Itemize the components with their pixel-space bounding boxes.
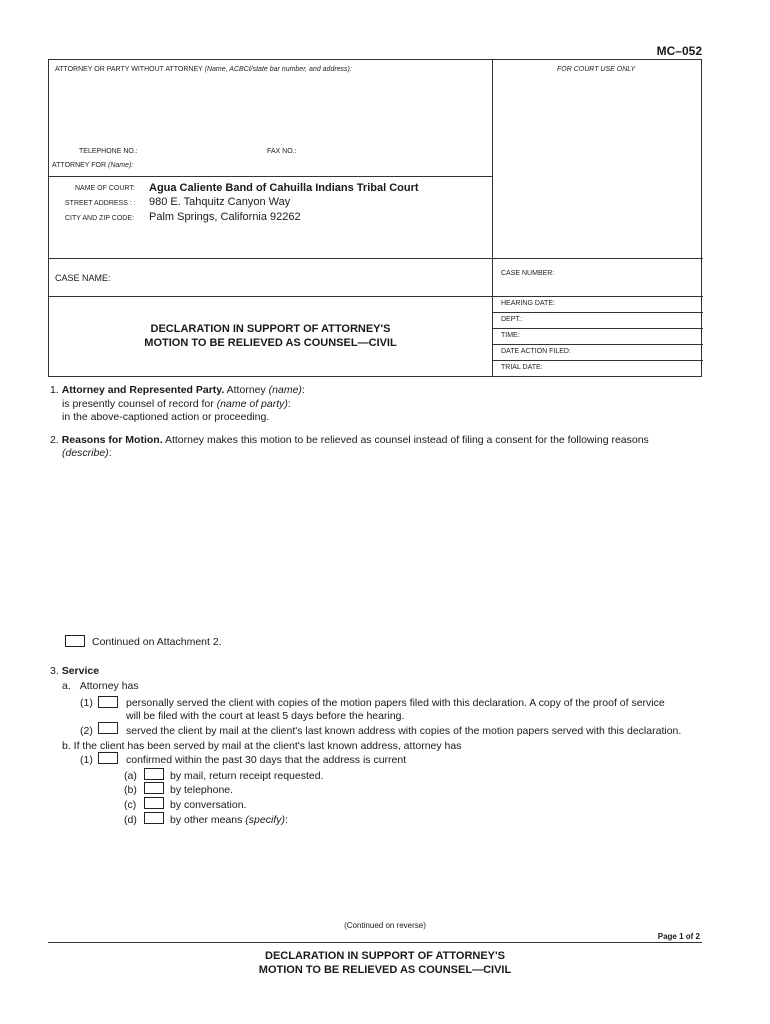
section-3b1-text: confirmed within the past 30 days that the address is current (126, 754, 407, 766)
trial-date-label: TRIAL DATE: (501, 364, 543, 371)
divider-dept (492, 328, 703, 329)
section-3b1-label: (1) (80, 754, 93, 766)
divider-case-name (49, 258, 703, 259)
telephone-checkbox[interactable] (144, 782, 164, 794)
attorney-for-label: ATTORNEY FOR (Name): (52, 162, 134, 169)
divider-time (492, 344, 703, 345)
section-3ba-label: (a) (124, 770, 137, 782)
continued-attachment-label: Continued on Attachment 2. (92, 636, 222, 648)
section-3bd-text: by other means (specify): (170, 814, 288, 826)
divider-hearing (492, 312, 703, 313)
section-1-party-line: is presently counsel of record for (name of party): (62, 398, 291, 410)
hearing-date-label: HEARING DATE: (501, 300, 555, 307)
section-2-describe: (describe): (62, 447, 112, 459)
return-receipt-checkbox[interactable] (144, 768, 164, 780)
footer-title-line1: DECLARATION IN SUPPORT OF ATTORNEY'S (265, 950, 505, 962)
form-title-line1: DECLARATION IN SUPPORT OF ATTORNEY'S (150, 323, 391, 335)
section-3bc-text: by conversation. (170, 799, 247, 811)
case-name-label: CASE NAME: (55, 273, 111, 283)
other-means-field[interactable] (300, 812, 700, 902)
time-label: TIME: (501, 332, 520, 339)
section-3b-line: b. If the client has been served by mail at the client's last known address, attorney has (62, 740, 462, 752)
section-2-heading-line: 2. Reasons for Motion. Attorney makes this motion to be relieved as counsel instead of filing a consent for the following reasons (50, 434, 649, 446)
section-3bb-label: (b) (124, 784, 137, 796)
conversation-checkbox[interactable] (144, 797, 164, 809)
section-1-proceeding-line: in the above-captioned action or proceeding. (62, 411, 270, 423)
date-action-filed-label: DATE ACTION FILED: (501, 348, 571, 355)
attorney-for-field[interactable] (145, 160, 485, 172)
page-number: Page 1 of 2 (657, 932, 700, 941)
reasons-text-area[interactable] (62, 462, 702, 622)
section-3a-line: a. Attorney has (62, 680, 139, 692)
section-3bc-label: (c) (124, 799, 137, 811)
section-3ba-text: by mail, return receipt requested. (170, 770, 324, 782)
section-1-heading-line: 1. Attorney and Represented Party. Attorney (name): (50, 384, 305, 396)
footer-title-line2: MOTION TO BE RELIEVED AS COUNSEL—CIVIL (258, 964, 512, 976)
court-use-label: FOR COURT USE ONLY (557, 66, 636, 73)
name-of-court-label: NAME OF COURT: (75, 185, 135, 192)
street-address-label: STREET ADDRESS : : (65, 200, 136, 207)
city-zip-label: CITY AND ZIP CODE: (65, 215, 134, 222)
address-confirmed-checkbox[interactable] (98, 752, 118, 764)
case-name-field[interactable] (115, 266, 485, 290)
continued-on-reverse: (Continued on reverse) (344, 921, 426, 930)
footer-title (0, 949, 770, 977)
divider-case-number (49, 296, 703, 297)
continued-attachment-checkbox[interactable] (65, 635, 85, 647)
dept-label: DEPT.: (501, 316, 523, 323)
telephone-field[interactable] (145, 144, 255, 156)
attorney-address-field[interactable] (55, 78, 485, 142)
fax-field[interactable] (303, 144, 483, 156)
footer-rule (48, 942, 702, 943)
city-zip-value: Palm Springs, California 92262 (149, 211, 301, 223)
section-3a2-text: served the client by mail at the client's last known address with copies of the motion papers served with this declaration. (126, 725, 682, 737)
divider-court (49, 176, 492, 177)
form-title-line2: MOTION TO BE RELIEVED AS COUNSEL—CIVIL (144, 337, 397, 349)
section-3-heading: 3. Service (50, 665, 100, 677)
section-3a1-label: (1) (80, 697, 93, 709)
section-3a1-line1: personally served the client with copies of the motion papers filed with this declaration. A copy of the proof of service (126, 697, 665, 709)
mail-service-checkbox[interactable] (98, 722, 118, 734)
fax-label: FAX NO.: (267, 148, 297, 155)
form-number: MC–052 (656, 44, 702, 58)
section-3a1-line2: will be filed with the court at least 5 days before the hearing. (126, 710, 405, 722)
name-of-court-value: Agua Caliente Band of Cahuilla Indians Tribal Court (149, 182, 419, 194)
other-means-checkbox[interactable] (144, 812, 164, 824)
section-3a2-label: (2) (80, 725, 93, 737)
section-3bd-label: (d) (124, 814, 137, 826)
form-title (49, 322, 492, 350)
attorney-label: ATTORNEY OR PARTY WITHOUT ATTORNEY (Name, ACBCI/state bar number, and address): (55, 66, 352, 73)
column-divider (492, 60, 493, 377)
case-number-field[interactable] (501, 278, 697, 292)
telephone-label: TELEPHONE NO.: (79, 148, 138, 155)
street-address-value: 980 E. Tahquitz Canyon Way (149, 196, 291, 208)
divider-date-filed (492, 360, 703, 361)
caption-table (48, 59, 702, 377)
section-3bb-text: by telephone. (170, 784, 234, 796)
case-number-label: CASE NUMBER: (501, 270, 555, 277)
personal-service-checkbox[interactable] (98, 696, 118, 708)
